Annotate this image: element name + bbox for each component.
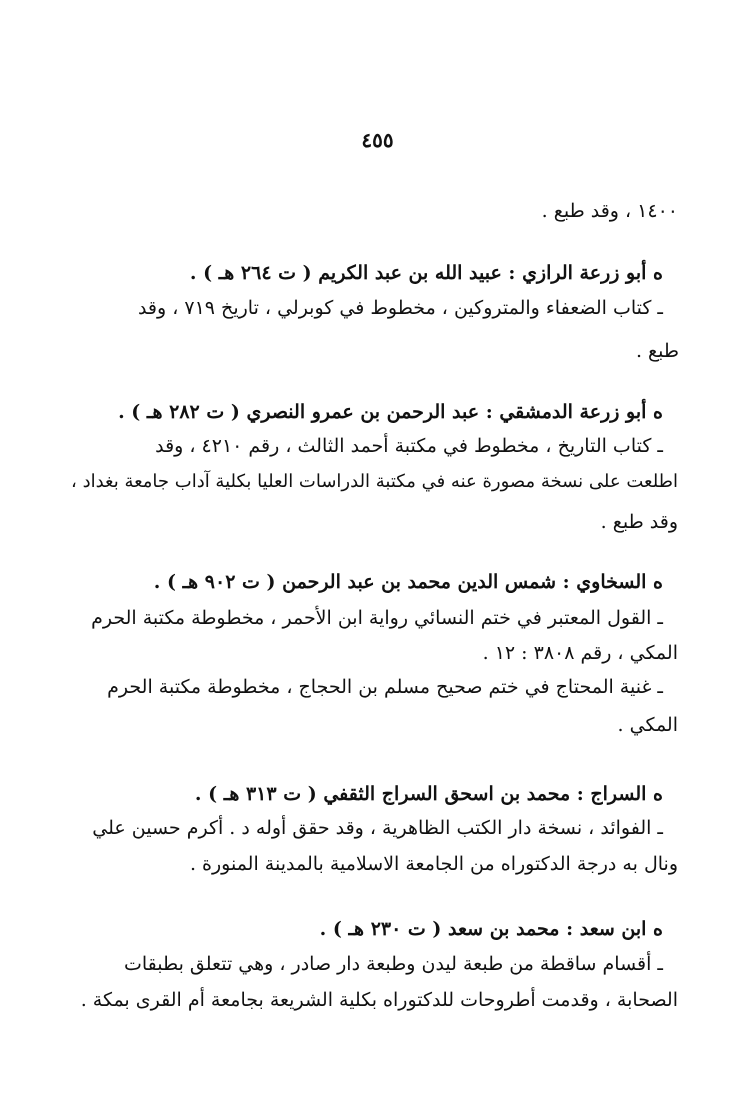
entry-heading: ه ابن سعد : محمد بن سعد ( ت ٢٣٠ هـ ) . — [319, 918, 663, 940]
text-line: اطلعت على نسخة مصورة عنه في مكتبة الدراسات العليا بكلية آداب جامعة بغداد ، — [71, 471, 678, 492]
text-line: ـ كتاب الضعفاء والمتروكين ، مخطوط في كوبرلي ، تاريخ ٧١٩ ، وقد — [137, 297, 663, 319]
text-line: ـ القول المعتبر في ختم النسائي رواية ابن الأحمر ، مخطوطة مكتبة الحرم — [91, 607, 663, 629]
text-line: الصحابة ، وقدمت أطروحات للدكتوراه بكلية الشريعة بجامعة أم القرى بمكة . — [80, 989, 678, 1011]
entry-heading: ه أبو زرعة الدمشقي : عبد الرحمن بن عمرو النصري ( ت ٢٨٢ هـ ) . — [118, 401, 663, 423]
text-line: طبع . — [635, 340, 679, 362]
text-line: وقد طبع . — [600, 511, 678, 533]
text-line: ـ كتاب التاريخ ، مخطوط في مكتبة أحمد الثالث ، رقم ٤٢١٠ ، وقد — [155, 435, 663, 457]
text-line: المكي . — [617, 714, 678, 736]
entry-heading: ه السخاوي : شمس الدين محمد بن عبد الرحمن ( ت ٩٠٢ هـ ) . — [153, 571, 663, 593]
entry-heading: ه السراج : محمد بن اسحق السراج الثقفي ( ت ٣١٣ هـ ) . — [194, 783, 663, 805]
text-line: ـ أقسام ساقطة من طبعة ليدن وطبعة دار صادر ، وهي تتعلق بطبقات — [123, 953, 663, 975]
text-line: ونال به درجة الدكتوراه من الجامعة الاسلامية بالمدينة المنورة . — [189, 853, 678, 875]
text-line: ـ غنية المحتاج في ختم صحيح مسلم بن الحجاج ، مخطوطة مكتبة الحرم — [107, 676, 663, 698]
page-number: ٤٥٥ — [361, 128, 394, 152]
text-line: المكي ، رقم ٣٨٠٨ : ١٢ . — [482, 642, 678, 664]
entry-heading: ه أبو زرعة الرازي : عبيد الله بن عبد الكريم ( ت ٢٦٤ هـ ) . — [189, 262, 663, 284]
text-line: ١٤٠٠ ، وقد طبع . — [541, 200, 678, 222]
text-line: ـ الفوائد ، نسخة دار الكتب الظاهرية ، وقد حقق أوله د . أكرم حسين علي — [92, 817, 663, 839]
